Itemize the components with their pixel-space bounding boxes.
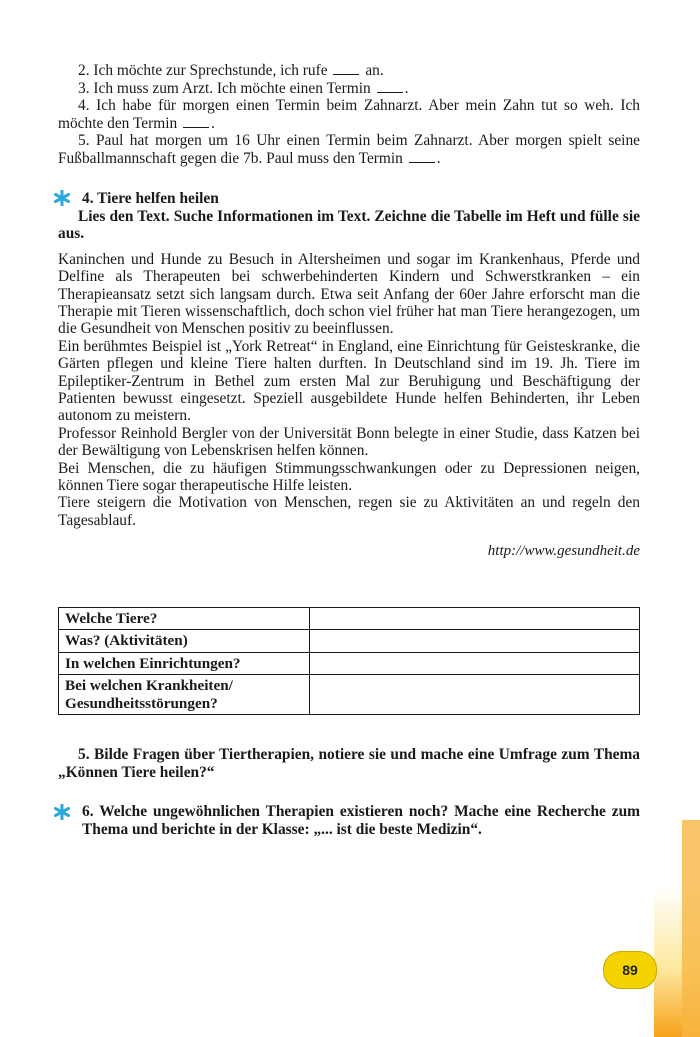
- table-row: [59, 652, 640, 674]
- page-edge-stripe: [644, 0, 700, 1037]
- table-question: Was? (Aktivitäten): [59, 630, 310, 652]
- table-answer-cell: [310, 608, 640, 630]
- info-table: [58, 607, 640, 715]
- answer-blank: [377, 80, 403, 93]
- asterisk-icon: [54, 190, 70, 206]
- task-6: [58, 803, 640, 838]
- task-4: [58, 190, 640, 560]
- table-answer-cell: [310, 630, 640, 652]
- answer-blank: [409, 150, 435, 163]
- table-question: Bei welchen Krankheiten/ Gesundheitsstörungen?: [59, 675, 310, 715]
- text-paragraph: Professor Reinhold Bergler von der Universität Bonn belegte in einer Studie, dass Katzen bei der Bewältigung von Lebenskrisen helfen können.: [58, 424, 640, 460]
- table-row: [59, 630, 640, 652]
- table-question: In welchen Einrichtungen?: [59, 652, 310, 674]
- table-row: [59, 675, 640, 715]
- list-item: 4. Ich habe für morgen einen Termin beim Zahnarzt. Aber mein Zahn tut so weh. Ich möchte den Termin .: [58, 97, 640, 132]
- task-4-instruction: Lies den Text. Suche Informationen im Text. Zeichne die Tabelle im Heft und fülle sie aus.: [58, 207, 640, 243]
- table-row: [59, 608, 640, 630]
- answer-blank: [333, 62, 359, 75]
- list-item: 3. Ich muss zum Arzt. Ich möchte einen Termin .: [78, 79, 409, 97]
- task-5: [58, 746, 640, 781]
- exercise-list: [58, 62, 640, 168]
- task-5-text: 5. Bilde Fragen über Tiertherapien, notiere sie und mache eine Umfrage zum Thema „Können Tiere heilen?“: [58, 746, 640, 781]
- text-paragraph: Kaninchen und Hunde zu Besuch in Altersheimen und sogar im Krankenhaus, Pferde und Delfine als Therapeuten bei schwerbehinderten Kindern und Schwerstkranken – ein Therapieansatz setzt sich langsam durch. Etwa seit Anfang der 60er Jahre erforscht man die Therapie mit Tieren wissenschaftlich, doch schon viel früher hat man Tiere herangezogen, um die Gesundheit von Menschen positiv zu beeinflussen.: [58, 250, 640, 338]
- text-paragraph: Tiere steigern die Motivation von Menschen, regen sie zu Aktivitäten an und regeln den Tagesablauf.: [58, 494, 640, 529]
- text-paragraph: Ein berühmtes Beispiel ist „York Retreat“ in England, eine Einrichtung für Geisteskranke, die Gärten pflegen und kleine Tiere halten durften. In Deutschland sind im 19. Jh. Tiere im Epileptiker-Zentrum in Bethel zum ersten Mal zur Beruhigung und Beschäftigung der Patienten bewusst eingesetzt. Speziell ausgebildete Hunde helfen Behinderten, ihr Leben autonom zu meistern.: [58, 337, 640, 425]
- page-number: 89: [603, 951, 657, 989]
- source-link: http://www.gesundheit.de: [487, 543, 640, 560]
- asterisk-icon: [54, 804, 70, 820]
- task-6-text: 6. Welche ungewöhnlichen Therapien existieren noch? Mache eine Recherche zum Thema und berichte in der Klasse: „... ist die beste Medizin“.: [82, 803, 640, 838]
- table-answer-cell: [310, 652, 640, 674]
- answer-blank: [183, 115, 209, 128]
- list-item: 2. Ich möchte zur Sprechstunde, ich rufe an.: [78, 62, 384, 79]
- table-question: Welche Tiere?: [59, 608, 310, 630]
- table-answer-cell: [310, 675, 640, 715]
- task-4-title: 4. Tiere helfen heilen: [82, 190, 219, 207]
- list-item: 5. Paul hat morgen um 16 Uhr einen Termin beim Zahnarzt. Aber morgen spielt seine Fußballmannschaft gegen die 7b. Paul muss den Termin .: [58, 132, 640, 167]
- text-paragraph: Bei Menschen, die zu häufigen Stimmungsschwankungen oder zu Depressionen neigen, können Tiere sogar therapeutische Hilfe leisten.: [58, 459, 640, 495]
